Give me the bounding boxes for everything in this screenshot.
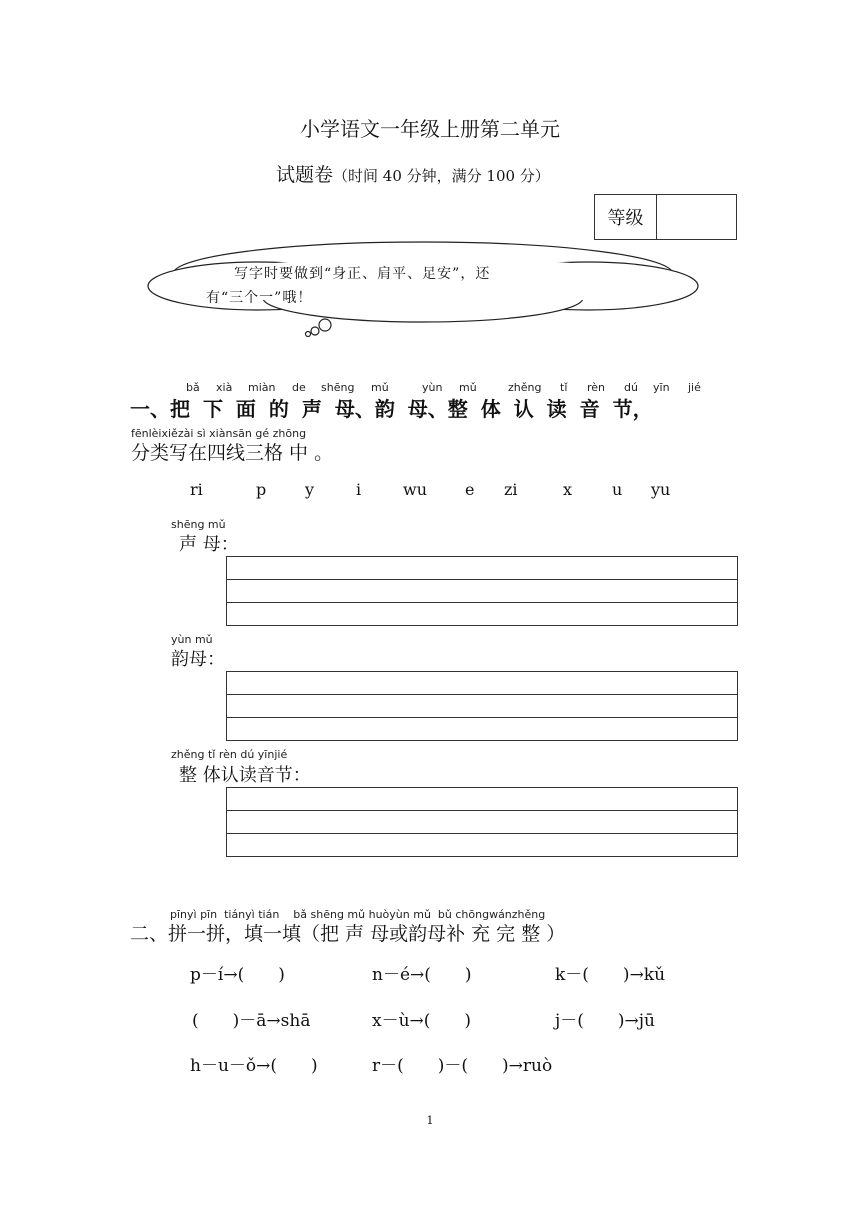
q2-item: k－( )→kǔ: [555, 965, 666, 985]
q1-pinyin-6: yùn: [422, 381, 443, 394]
subtitle-note: （时间 40 分钟，满分 100 分）: [333, 167, 550, 185]
writing-grid-zhengti[interactable]: [226, 787, 738, 857]
q1-pinyin-2: miàn: [248, 381, 276, 394]
q1-pinyin-10: rèn: [587, 381, 606, 394]
letter-item: i: [356, 480, 362, 499]
q2-item: j－( )→jū: [555, 1011, 655, 1031]
q2-pinyin: pīnyì pīn tiányì tián bǎ shēng mǔ huòyùn mǔ bǔ chōngwánzhěng: [170, 908, 546, 921]
q1-line-2: 分类写在四线三格 中 。: [131, 442, 334, 464]
q2-item: h－u－ǒ→( ): [190, 1056, 318, 1076]
q1-pinyin-12: yīn: [653, 381, 670, 394]
letter-item: x: [563, 480, 573, 499]
q1-pinyin-8: zhěng: [508, 381, 542, 394]
group-label: 声 母：: [179, 534, 239, 555]
q2-item: n－é→( ): [372, 965, 472, 985]
letter-item: yu: [651, 480, 671, 499]
q2-item: ( )－ā→shā: [192, 1011, 311, 1031]
group-label: 韵母：: [171, 649, 225, 670]
q1-pinyin-5: mǔ: [371, 381, 389, 394]
q1-pinyin-0: bǎ: [186, 381, 200, 394]
group-label: 整 体认读音节：: [179, 765, 311, 786]
q2-title: 二、拼一拼，填一填（把 声 母或韵母补 充 完 整 ）: [130, 923, 566, 945]
cloud-line-1: 写字时要做到“身正、肩平、足安”，还: [234, 266, 491, 282]
q1-pinyin-4: shēng: [321, 381, 355, 394]
q1-pinyin-1: xià: [216, 381, 233, 394]
q1-line-1: 一、把 下 面 的 声 母、韵 母、整 体 认 读 音 节，: [130, 397, 653, 421]
subtitle-main: 试题卷: [276, 164, 334, 186]
page-title: 小学语文一年级上册第二单元: [300, 117, 560, 141]
letter-item: wu: [403, 480, 427, 499]
letter-item: zi: [504, 480, 518, 499]
letter-item: e: [465, 480, 475, 499]
subtitle: [276, 160, 550, 187]
cloud-line-2: 有“三个一”哦！: [206, 290, 313, 306]
letter-item: u: [612, 480, 623, 499]
q2-item: x－ù→( ): [372, 1011, 472, 1031]
q2-item: r－( )－( )→ruò: [372, 1056, 553, 1076]
grade-label: 等级: [595, 195, 657, 239]
writing-grid-shengmu[interactable]: [226, 556, 738, 626]
writing-grid-yunmu[interactable]: [226, 671, 738, 741]
group-pinyin: yùn mǔ: [171, 633, 213, 646]
q1-line-2-pinyin: fēnlèixiězài sì xiànsān gé zhōng: [131, 427, 307, 440]
page-number: 1: [426, 1114, 434, 1127]
letter-item: y: [305, 480, 315, 499]
q2-item: p－í→( ): [190, 965, 285, 985]
q1-pinyin-13: jié: [688, 381, 701, 394]
q1-pinyin-9: tǐ: [560, 381, 568, 394]
q1-pinyin-3: de: [292, 381, 306, 394]
group-pinyin: shēng mǔ: [171, 518, 226, 531]
q1-pinyin-7: mǔ: [459, 381, 477, 394]
group-pinyin: zhěng tǐ rèn dú yīnjié: [171, 748, 288, 761]
cloud-text: [206, 262, 491, 310]
letter-item: ri: [190, 480, 203, 499]
q1-pinyin-11: dú: [624, 381, 638, 394]
letter-list: [190, 480, 681, 499]
letter-item: p: [256, 480, 267, 499]
